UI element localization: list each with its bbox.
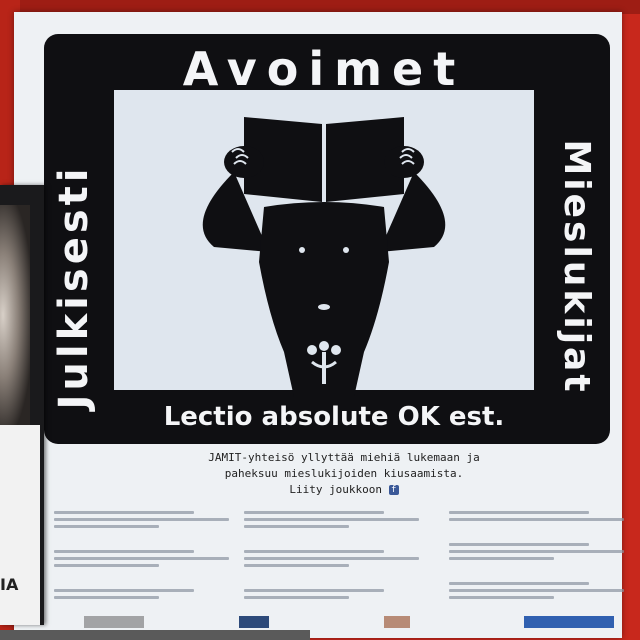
schedule-column-1: [54, 507, 229, 603]
title-left: Julkisesti: [51, 164, 97, 410]
title-top: Avoimet: [182, 42, 466, 96]
adjacent-book: [0, 185, 44, 625]
sponsor-logo-3: [384, 616, 410, 628]
poster-blurb: [84, 450, 604, 498]
sponsor-logo-4: [524, 616, 614, 628]
sponsor-logo-2: [239, 616, 269, 628]
poster: [14, 12, 622, 638]
blurb-line-3: [84, 482, 604, 498]
sponsor-logo-1: [84, 616, 144, 628]
blurb-line-1: JAMIT-yhteisö yllyttää miehiä lukemaan ja: [208, 451, 480, 464]
facebook-icon: f: [389, 485, 399, 495]
tagline: Lectio absolute OK est.: [163, 402, 505, 432]
title-right: Mieslukijat: [556, 139, 597, 395]
blurb-line-3-text: Liity joukkoon: [289, 483, 383, 496]
book-cover-photo: [0, 205, 30, 425]
schedule-column-3: [449, 507, 624, 603]
book-cover-text: IA: [0, 575, 19, 594]
shelf-edge: [0, 630, 310, 640]
reading-man-illustration: [174, 112, 474, 397]
book-cover-lower: [0, 425, 40, 625]
event-schedule-illegible: [54, 507, 624, 607]
schedule-column-2: [244, 507, 419, 603]
blurb-line-2: paheksuu mieslukijoiden kiusaamista.: [224, 467, 464, 480]
